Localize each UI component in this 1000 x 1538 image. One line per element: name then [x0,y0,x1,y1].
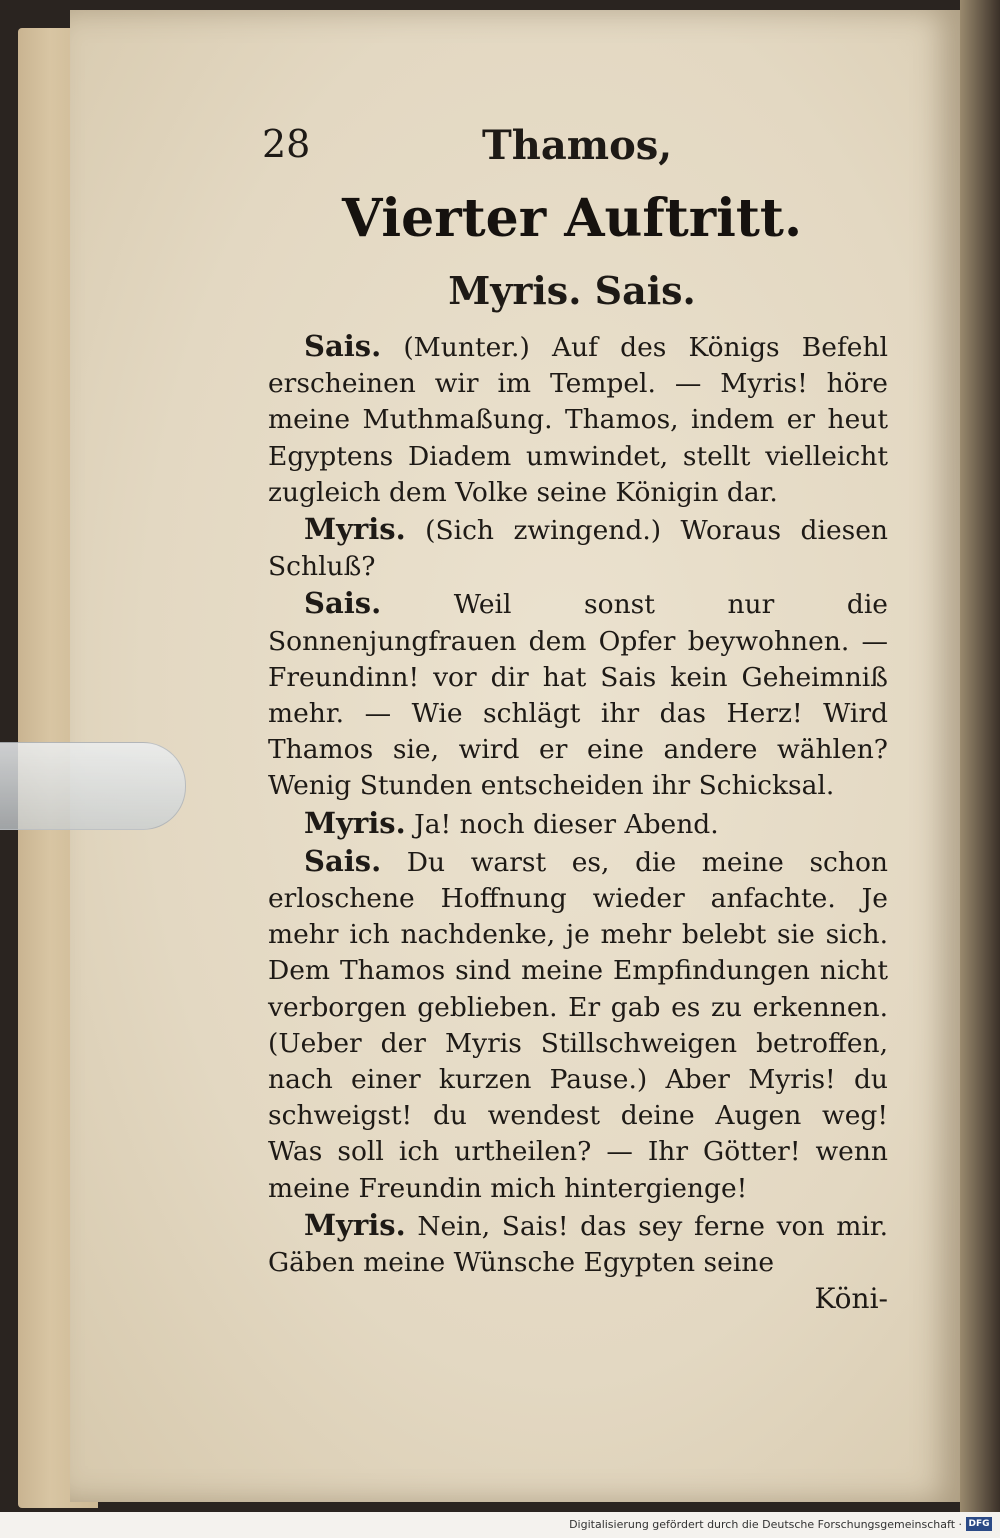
footer-bar [0,1512,1000,1538]
speech-text: (Sich zwingend.) Woraus diesen Schluß? [268,515,888,583]
catchword: Köni- [814,1282,888,1315]
speaker-name: Sais. [304,329,382,363]
dialogue-paragraph [268,1207,888,1281]
dialogue-paragraph [268,511,888,585]
dialogue-paragraph [268,328,888,511]
dialogue-paragraph [268,805,888,843]
funding-credit: Digitalisierung gefördert durch die Deutsche Forschungsgemeinschaft · [569,1518,962,1531]
dialogue-paragraph [268,843,888,1207]
dialogue-text [268,328,888,1281]
speech-text: Nein, Sais! das sey ferne von mir. Gäben meine Wünsche Egypten seine [268,1210,888,1279]
speaker-name: Sais. [304,843,382,878]
page-number: 28 [262,122,311,166]
bookmark-clip [0,742,186,830]
speech-text: Du warst es, die meine schon erloschene Hoffnung wieder anfachte. Je mehr ich nachdenke, je mehr belebt sie sich. Dem Thamos sind meine Empfindungen nicht verborgen geblieben. Er gab es zu erkennen. (Ueber der Myris Stillschweigen betroffen, nach einer kurzen Pause.) Aber Myris! du schweigst! du wendest deine Augen weg! Was soll ich urtheilen? — Ihr Götter! wenn meine Freundin mich hintergienge! [268,846,888,1204]
dialogue-paragraph [268,585,888,804]
speaker-name: Myris. [304,805,406,840]
speaker-name: Myris. [304,1207,406,1242]
running-head [262,122,882,172]
speaker-name: Sais. [304,586,382,621]
speech-text: (Munter.) Auf des Königs Befehl erscheinen wir im Tempel. — Myris! höre meine Muthmaßung. Thamos, indem er heut Egyptens Diadem umwindet, stellt vielleicht zugleich dem Volke seine Königin dar. [268,332,888,508]
speech-text: Ja! noch dieser Abend. [405,808,719,840]
running-title: Thamos, [482,122,673,169]
speech-text: Weil sonst nur die Sonnenjungfrauen dem Opfer beywohnen. — Freundinn! vor dir hat Sais kein Geheimniß mehr. — Wie schlägt ihr das Herz! Wird Thamos sie, wird er eine andere wählen? Wenig Stunden entscheiden ihr Schicksal. [268,589,888,802]
book-spine [960,0,1000,1512]
scene-characters: Myris. Sais. [448,268,696,313]
dfg-logo-icon: DFG [966,1517,992,1531]
scene-title: Vierter Auftritt. [341,188,803,249]
speaker-name: Myris. [304,512,406,547]
